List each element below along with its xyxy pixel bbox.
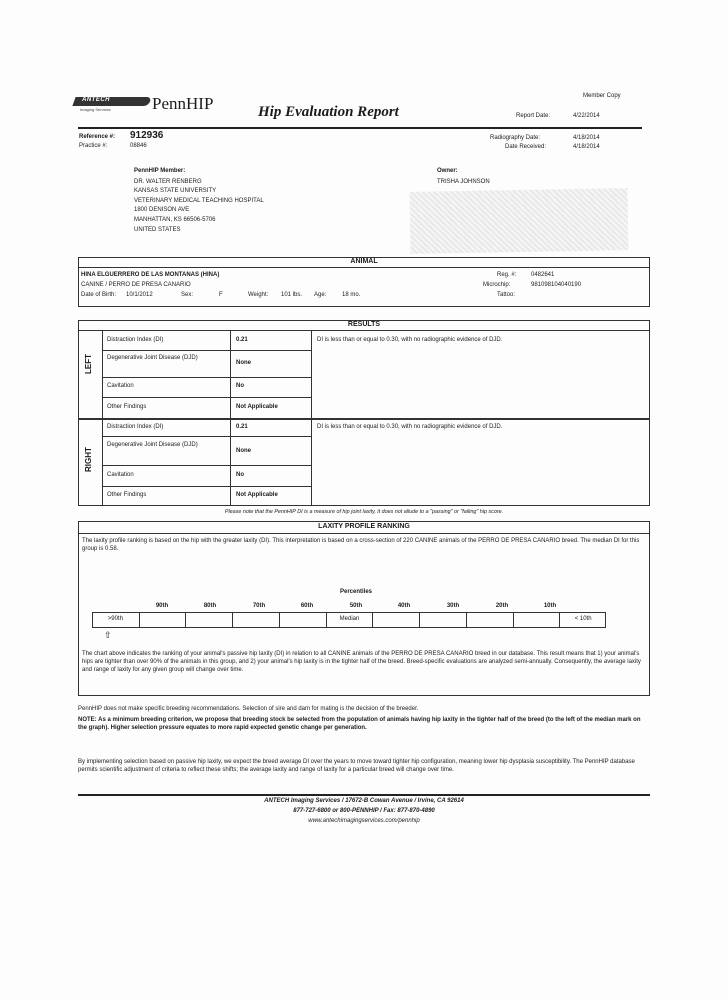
right-comment: DI is less than or equal to 0.30, with no radiographic evidence of DJD. (317, 424, 503, 430)
ranking-cell: Median (326, 612, 373, 628)
right-row-divider-1 (102, 436, 311, 437)
ranking-cell (139, 612, 186, 628)
report-date-label: Report Date: (516, 113, 551, 119)
percentile-label: 90th (155, 603, 169, 609)
left-di-label: Distraction Index (DI) (107, 337, 164, 343)
member-label: PennHIP Member: (134, 168, 186, 174)
right-di-value: 0.21 (236, 424, 248, 430)
age-label: Age: (314, 292, 327, 298)
results-title-divider (78, 330, 650, 331)
antech-logo (74, 94, 154, 116)
right-row-divider-3 (102, 486, 311, 487)
left-cavitation-value: No (236, 383, 244, 389)
address-divider (78, 794, 650, 796)
percentile-label: 40th (397, 603, 411, 609)
percentile-label: 30th (446, 603, 460, 609)
radiography-date-value: 4/18/2014 (573, 135, 600, 141)
left-di-value: 0.21 (236, 337, 248, 343)
practice-value: 08846 (130, 143, 147, 149)
left-row-divider-1 (102, 350, 311, 351)
logo-brand: ANTECH (82, 97, 110, 103)
left-other-label: Other Findings (107, 404, 147, 410)
redacted-owner-address (409, 188, 628, 254)
report-date-value: 4/22/2014 (573, 113, 600, 119)
right-side-label: RIGHT (84, 447, 93, 472)
results-section (78, 320, 650, 506)
selection-paragraph: By implementing selection based on passive hip laxity, we expect the breed average DI over the years to move toward tighter hip configuration, meaning lower hip dysplasia susceptibility. The PennHIP database permits scientific adjustment of criteria to reflect these shifts; the average laxity and range of laxity for a particular breed will change over time. (78, 759, 635, 773)
left-djd-value: None (236, 360, 251, 366)
member-line-2: KANSAS STATE UNIVERSITY (134, 188, 217, 194)
ranking-cell (513, 612, 560, 628)
right-cavitation-label: Cavitation (107, 472, 134, 478)
left-row-divider-2 (102, 377, 311, 378)
owner-name: TRISHA JOHNSON (437, 179, 490, 185)
results-value-col-divider (311, 330, 312, 506)
header-divider (78, 127, 642, 129)
percentile-label: 50th (349, 603, 363, 609)
results-section-title: RESULTS (347, 321, 381, 328)
date-received-value: 4/18/2014 (573, 144, 600, 150)
dob-label: Date of Birth: (81, 292, 117, 298)
results-side-divider (78, 418, 650, 420)
member-line-6: UNITED STATES (134, 227, 181, 233)
ranking-cell (185, 612, 232, 628)
dob-value: 10/1/2012 (126, 292, 153, 298)
right-other-value: Not Applicable (236, 492, 278, 498)
member-line-4: 1800 DENISON AVE (134, 207, 190, 213)
left-cavitation-label: Cavitation (107, 383, 134, 389)
animal-title-divider (78, 267, 650, 268)
weight-value: 101 lbs. (281, 292, 303, 298)
breeding-note: NOTE: As a minimum breeding criterion, we propose that breeding stock be selected from the population of animals having hip laxity in the tighter half of the breed (to the left of the median mark on the graph). Higher selection pressure equates to more rapid expected genetic change per generation. (78, 717, 641, 731)
left-comment: DI is less than or equal to 0.30, with no radiographic evidence of DJD. (317, 337, 503, 343)
right-row-divider-2 (102, 465, 311, 466)
percentile-label: 10th (543, 603, 557, 609)
percentile-label: 60th (300, 603, 314, 609)
weight-label: Weight: (248, 292, 269, 298)
results-side-col-divider (102, 330, 103, 506)
animal-name: HINA ELGUERRERO DE LAS MONTANAS (HINA) (81, 272, 220, 278)
member-line-3: VETERINARY MEDICAL TEACHING HOSPITAL (134, 198, 264, 204)
reg-label: Reg. #: (497, 272, 517, 278)
left-row-divider-3 (102, 397, 311, 398)
member-line-1: DR. WALTER RENBERG (134, 179, 202, 185)
laxity-section-title: LAXITY PROFILE RANKING (318, 523, 410, 530)
member-line-5: MANHATTAN, KS 66506-5706 (134, 217, 216, 223)
animal-section-title: ANIMAL (350, 258, 378, 265)
sex-label: Sex: (181, 292, 194, 298)
microchip-value: 981098104040190 (531, 282, 582, 288)
age-value: 18 mo. (342, 292, 361, 298)
date-received-label: Date Received: (505, 144, 547, 150)
practice-label: Practice #: (79, 143, 108, 149)
address-line-1: ANTECH Imaging Services / 17672-B Cowan Avenue / Irvine, CA 92614 (264, 798, 464, 804)
ranking-cell (279, 612, 326, 628)
laxity-intro: The laxity profile ranking is based on the hip with the greater laxity (DI). This interpretation is based on a cross-section of 220 CANINE animals of the PERRO DE PRESA CANARIO breed. The median DI for this group is 0.58. (82, 538, 640, 552)
ranking-marker-icon: ⇧ (104, 630, 112, 640)
laxity-title-divider (78, 533, 650, 534)
results-note: Please note that the PennHIP DI is a measure of hip joint laxity, it does not allude to a "passing" or "failing" hip score. (224, 509, 504, 515)
ranking-cell: < 10th (559, 612, 606, 628)
sex-value: F (219, 292, 223, 298)
microchip-label: Microchip: (483, 282, 511, 288)
logo-name: PennHIP (152, 94, 214, 113)
right-other-label: Other Findings (107, 492, 147, 498)
right-djd-label: Degenerative Joint Disease (DJD) (107, 442, 198, 448)
percentile-label: 70th (252, 603, 266, 609)
percentile-label: 80th (203, 603, 217, 609)
breeding-disclaimer: PennHIP does not make specific breeding recommendations. Selection of sire and dam for mating is the decision of the breeder. (78, 706, 419, 712)
right-cavitation-value: No (236, 472, 244, 478)
ranking-cell (419, 612, 466, 628)
ranking-cell (232, 612, 279, 628)
results-label-col-divider (230, 330, 231, 506)
right-di-label: Distraction Index (DI) (107, 424, 164, 430)
report-title: Hip Evaluation Report (258, 104, 399, 120)
laxity-explanation: The chart above indicates the ranking of your animal's passive hip laxity (DI) in relation to all CANINE animals of the PERRO DE PRESA CANARIO breed in our database. This result means that 1) your animal's hips are tighter than over 90% of the animals in this group, and 2) your animal's hip laxity is in the tighter half of the breed. Breed-specific evaluations are analyzed semi-annually. Consequently, the average laxity and range of laxity for any given group will change over time. (82, 651, 641, 673)
animal-breed: CANINE / PERRO DE PRESA CANARIO (81, 282, 191, 288)
ranking-cell (466, 612, 513, 628)
left-other-value: Not Applicable (236, 404, 278, 410)
percentiles-label: Percentiles (340, 589, 373, 595)
reg-value: 0482641 (531, 272, 555, 278)
address-line-2: 877-727-6800 or 800-PENNHIP / Fax: 877-870-4890 (293, 808, 435, 814)
ranking-cell (372, 612, 419, 628)
reference-label: Reference #: (79, 134, 116, 140)
left-side-label: LEFT (84, 354, 93, 374)
right-djd-value: None (236, 448, 251, 454)
logo-subtitle: Imaging Services (80, 107, 111, 112)
percentile-label: 20th (495, 603, 509, 609)
ranking-cell: >90th (107, 616, 123, 622)
left-djd-label: Degenerative Joint Disease (DJD) (107, 355, 198, 361)
radiography-date-label: Radiography Date: (490, 135, 541, 141)
member-copy-label: Member Copy (583, 93, 621, 99)
owner-label: Owner: (437, 168, 458, 174)
address-line-3[interactable]: www.antechimagingservices.com/pennhip (308, 818, 420, 824)
reference-value: 912936 (130, 130, 164, 141)
tattoo-label: Tattoo: (497, 292, 516, 298)
